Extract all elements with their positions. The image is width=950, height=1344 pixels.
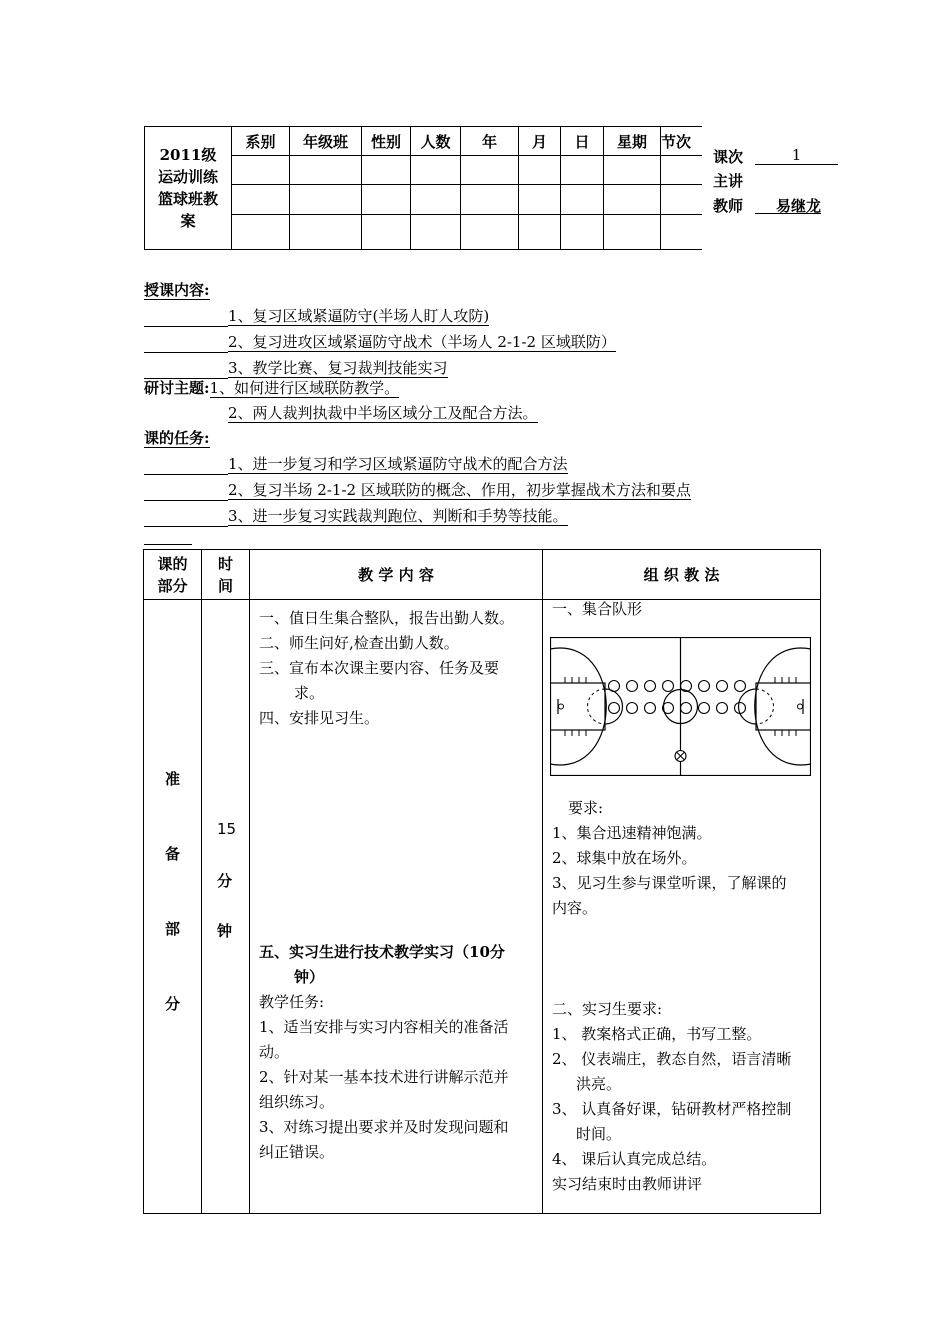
- task-item: 2、复习半场 2-1-2 区域联防的概念、作用，初步掌握战术方法和要点: [228, 481, 691, 499]
- cell: [461, 156, 519, 184]
- content-sub-title: 五、实习生进行技术教学实习（10分: [259, 943, 505, 961]
- header-part: 课的 部分: [144, 550, 202, 600]
- method-req-item: 1、集合迅速精神饱满。: [552, 824, 712, 842]
- time-cell: [202, 600, 250, 1214]
- method-req-item: 内容。: [552, 899, 598, 917]
- cell: [604, 215, 661, 250]
- topic-item: 2、两人裁判执裁中半场区域分工及配合方法。: [228, 404, 538, 422]
- cell: [411, 215, 461, 250]
- cell: [290, 215, 362, 250]
- content-sub: [259, 940, 539, 1165]
- task-label: 课的任务:: [144, 429, 210, 447]
- time-unit: 分: [217, 872, 233, 890]
- method-req-item: 3、见习生参与课堂听课，了解课的: [552, 874, 787, 892]
- part-char: 准: [165, 770, 181, 788]
- content-item: 2、复习进攻区域紧逼防守战术（半场人 2-1-2 区域联防）: [228, 333, 616, 351]
- method-requirements: [552, 796, 817, 921]
- method-req-item: 2、球集中放在场外。: [552, 849, 697, 867]
- task-item: 3、进一步复习实践裁判跑位、判断和手势等技能。: [228, 507, 568, 525]
- divider: [144, 544, 192, 545]
- method-intern-item: 洪亮。: [576, 1075, 622, 1093]
- cell: [362, 215, 411, 250]
- header-time: 时 间: [202, 550, 250, 600]
- col-gender: 性别: [362, 127, 411, 156]
- content-item: 1、复习区域紧逼防守(半场人盯人攻防): [228, 307, 490, 325]
- teacher-name: 易继龙: [755, 195, 821, 214]
- header-method: 组 织 教 法: [543, 550, 821, 600]
- task-item: 1、进一步复习和学习区域紧逼防守战术的配合方法: [228, 455, 568, 473]
- content-sub-title: 钟）: [294, 968, 325, 986]
- cell: [232, 156, 290, 184]
- teacher-label-2: 教师: [713, 197, 744, 215]
- player-markers: [609, 681, 746, 714]
- method-intern: [552, 997, 817, 1197]
- method-intern-item: 实习结束时由教师讲评: [552, 1175, 703, 1193]
- task-section: [144, 428, 691, 527]
- content-line: 2、针对某一基本技术进行讲解示范并: [259, 1068, 509, 1086]
- teacher-marker: [675, 751, 686, 762]
- lesson-no-label: 课次: [713, 148, 744, 166]
- class-info-table: [144, 126, 702, 250]
- cell: [461, 184, 519, 214]
- cell: [362, 184, 411, 214]
- col-year: 年: [461, 127, 519, 156]
- part-cell: [144, 600, 202, 1214]
- method-req-title: 要求:: [568, 799, 604, 817]
- time-value: 15: [217, 820, 237, 838]
- method-intern-item: 4、 课后认真完成总结。: [552, 1150, 717, 1168]
- cell: [411, 184, 461, 214]
- method-intern-item: 1、 教案格式正确，书写工整。: [552, 1025, 762, 1043]
- part-char: 部: [165, 920, 181, 938]
- cell: [661, 156, 703, 184]
- method-intern-item: 时间。: [576, 1125, 622, 1143]
- col-count: 人数: [411, 127, 461, 156]
- part-char: 分: [165, 995, 181, 1013]
- method-cell: [543, 600, 821, 1214]
- plan-title: 2011级 运动训练 篮球班教 案: [145, 127, 232, 250]
- cell: [290, 156, 362, 184]
- content-line: 组织练习。: [259, 1093, 335, 1111]
- topic-label: 研讨主题:: [144, 379, 210, 397]
- cell: [232, 184, 290, 214]
- content-list: [259, 606, 539, 731]
- part-char: 备: [165, 845, 181, 863]
- method-intern-item: 2、 仪表端庄，教态自然，语言清晰: [552, 1050, 792, 1068]
- cell: [290, 184, 362, 214]
- content-line: 1、适当安排与实习内容相关的准备活: [259, 1018, 509, 1036]
- col-weekday: 星期: [604, 127, 661, 156]
- cell: [519, 215, 561, 250]
- cell: [519, 156, 561, 184]
- teacher-label-1: 主讲: [713, 172, 744, 190]
- lesson-table: [143, 549, 821, 1214]
- content-line: 求。: [294, 684, 325, 702]
- content-line: 二、师生问好,检查出勤人数。: [259, 634, 459, 652]
- method-title: 一、集合队形: [552, 600, 643, 618]
- col-dept: 系别: [232, 127, 290, 156]
- col-period: 节次: [661, 127, 703, 156]
- content-label: 授课内容:: [144, 281, 210, 299]
- content-line: 3、对练习提出要求并及时发现问题和: [259, 1118, 509, 1136]
- cell: [519, 184, 561, 214]
- content-line: 四、安排见习生。: [259, 709, 380, 727]
- court-formation-diagram: [550, 637, 811, 776]
- method-intern-title: 二、实习生要求:: [552, 1000, 663, 1018]
- content-line: 三、宣布本次课主要内容、任务及要: [259, 659, 500, 677]
- cell: [461, 215, 519, 250]
- col-month: 月: [519, 127, 561, 156]
- cell: [604, 156, 661, 184]
- cell: [661, 215, 703, 250]
- cell: [362, 156, 411, 184]
- content-line: 教学任务:: [259, 993, 325, 1011]
- topic-item: 1、如何进行区域联防教学。: [209, 379, 400, 397]
- content-item: 3、教学比赛、复习裁判技能实习: [228, 359, 448, 377]
- cell: [561, 184, 604, 214]
- content-line: 一、值日生集合整队，报告出勤人数。: [259, 609, 515, 627]
- cell: [561, 156, 604, 184]
- cell: [232, 215, 290, 250]
- cell: [411, 156, 461, 184]
- content-line: 动。: [259, 1043, 290, 1061]
- time-unit: 钟: [217, 922, 233, 940]
- content-section: [144, 280, 616, 379]
- lesson-no-value: 1: [755, 146, 838, 165]
- topic-section: [144, 378, 538, 423]
- header-content: 教 学 内 容: [250, 550, 543, 600]
- content-line: 纠正错误。: [259, 1143, 335, 1161]
- col-grade-class: 年级班: [290, 127, 362, 156]
- cell: [561, 215, 604, 250]
- content-cell: [250, 600, 543, 1214]
- col-day: 日: [561, 127, 604, 156]
- cell: [604, 184, 661, 214]
- cell: [661, 184, 703, 214]
- method-intern-item: 3、 认真备好课，钻研教材严格控制: [552, 1100, 792, 1118]
